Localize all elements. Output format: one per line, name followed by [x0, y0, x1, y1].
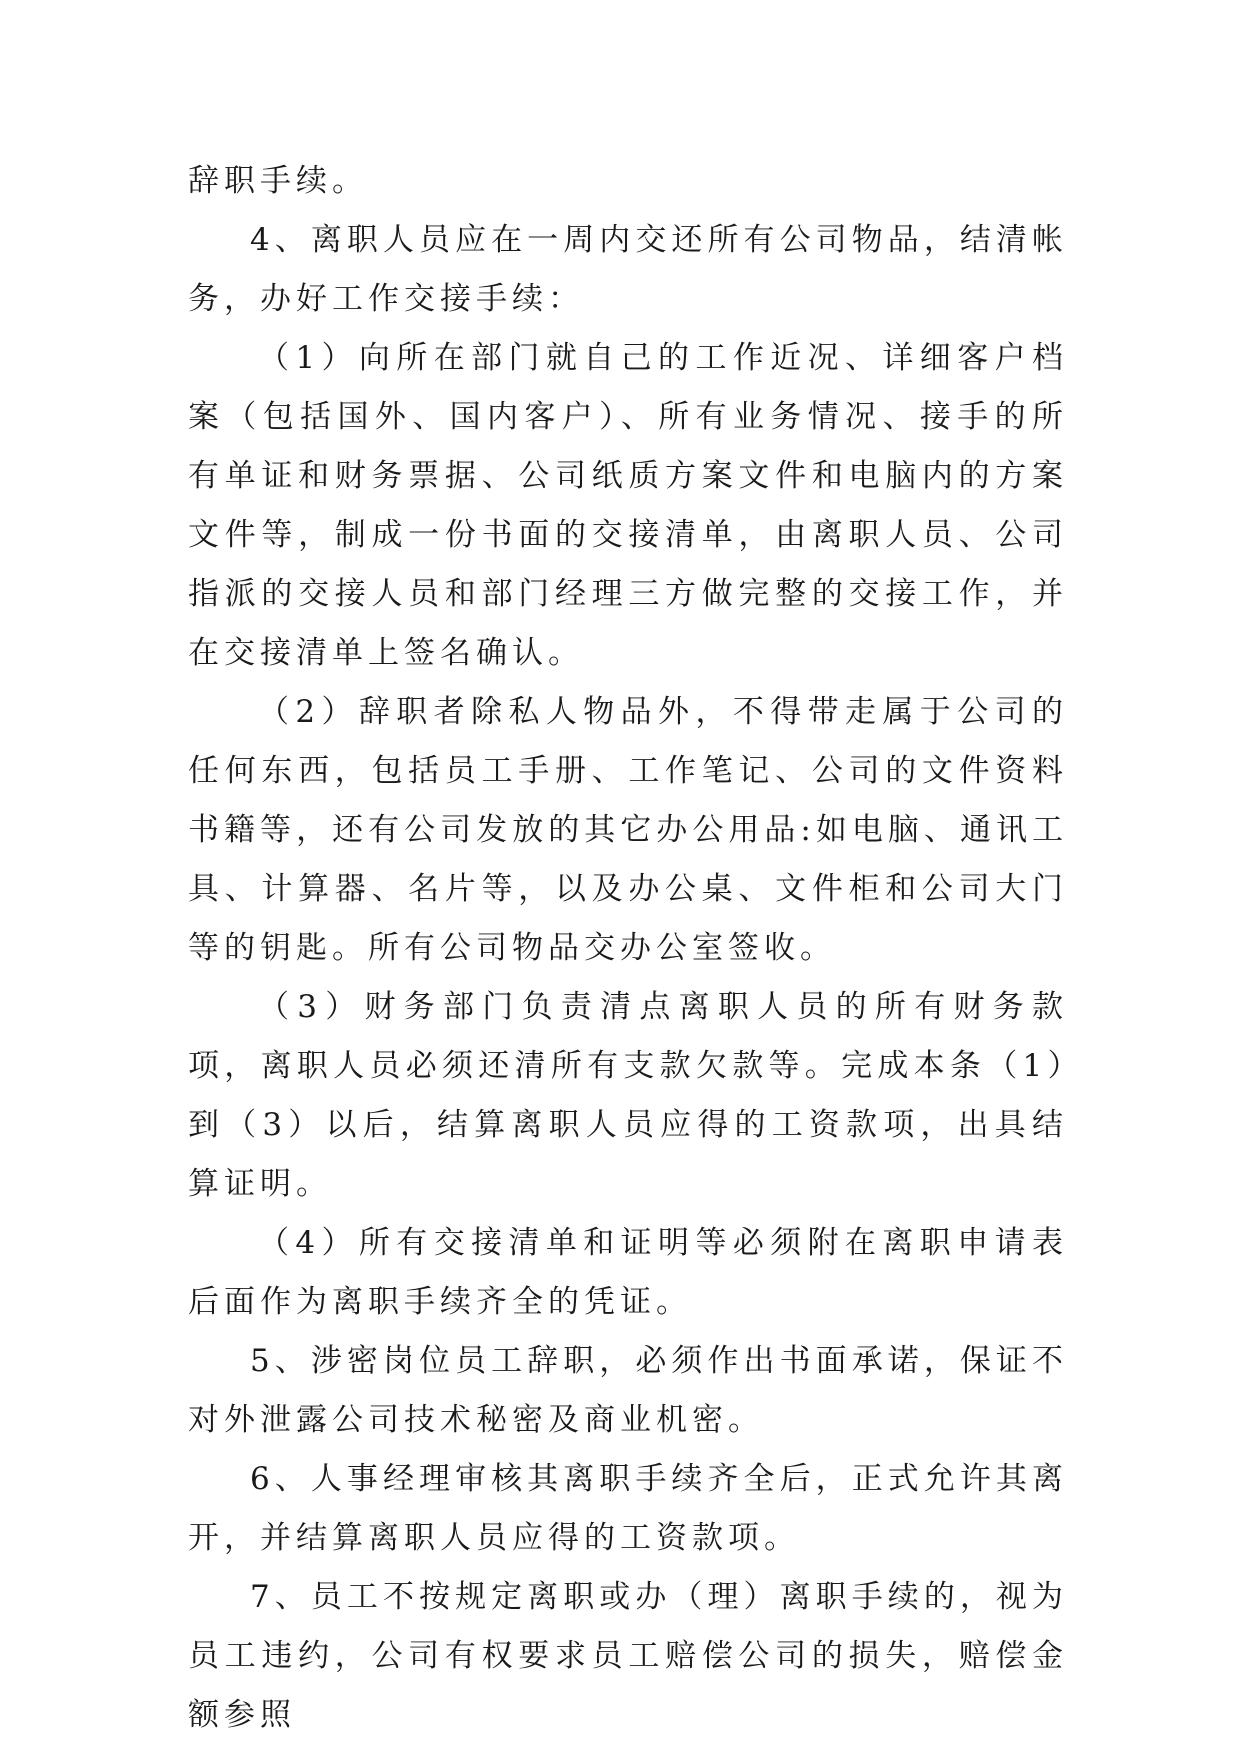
paragraph-subitem-1: （1）向所在部门就自己的工作近况、详细客户档案（包括国外、国内客户）、所有业务情况、接手的所有单证和财务票据、公司纸质方案文件和电脑内的方案文件等，制成一份书面的交接清单，由离职人员、公司指派的交接人员和部门经理三方做完整的交接工作，并在交接清单上签名确认。 [188, 340, 1068, 671]
paragraph-subitem-2: （2）辞职者除私人物品外，不得带走属于公司的任何东西，包括员工手册、工作笔记、公司的文件资料书籍等，还有公司发放的其它办公用品:如电脑、通讯工具、计算器、名片等，以及办公桌、文件柜和公司大门等的钥匙。所有公司物品交办公室签收。 [188, 694, 1068, 966]
paragraph-item-5: 5、涉密岗位员工辞职，必须作出书面承诺，保证不对外泄露公司技术秘密及商业机密。 [188, 1343, 1068, 1438]
paragraph-item-6: 6、人事经理审核其离职手续齐全后，正式允许其离开，并结算离职人员应得的工资款项。 [188, 1461, 1068, 1556]
paragraph-continuation: 辞职手续。 [188, 163, 368, 199]
paragraph-item-7: 7、员工不按规定离职或办（理）离职手续的，视为员工违约，公司有权要求员工赔偿公司的损失，赔偿金额参照 [188, 1579, 1068, 1733]
paragraph-item-4: 4、离职人员应在一周内交还所有公司物品，结清帐务，办好工作交接手续： [188, 222, 1068, 317]
document-body [188, 152, 1068, 1745]
paragraph-subitem-4: （4）所有交接清单和证明等必须附在离职申请表后面作为离职手续齐全的凭证。 [188, 1225, 1068, 1320]
paragraph-subitem-3: （3）财务部门负责清点离职人员的所有财务款项，离职人员必须还清所有支款欠款等。完成本条（1）到（3）以后，结算离职人员应得的工资款项，出具结算证明。 [188, 989, 1068, 1202]
